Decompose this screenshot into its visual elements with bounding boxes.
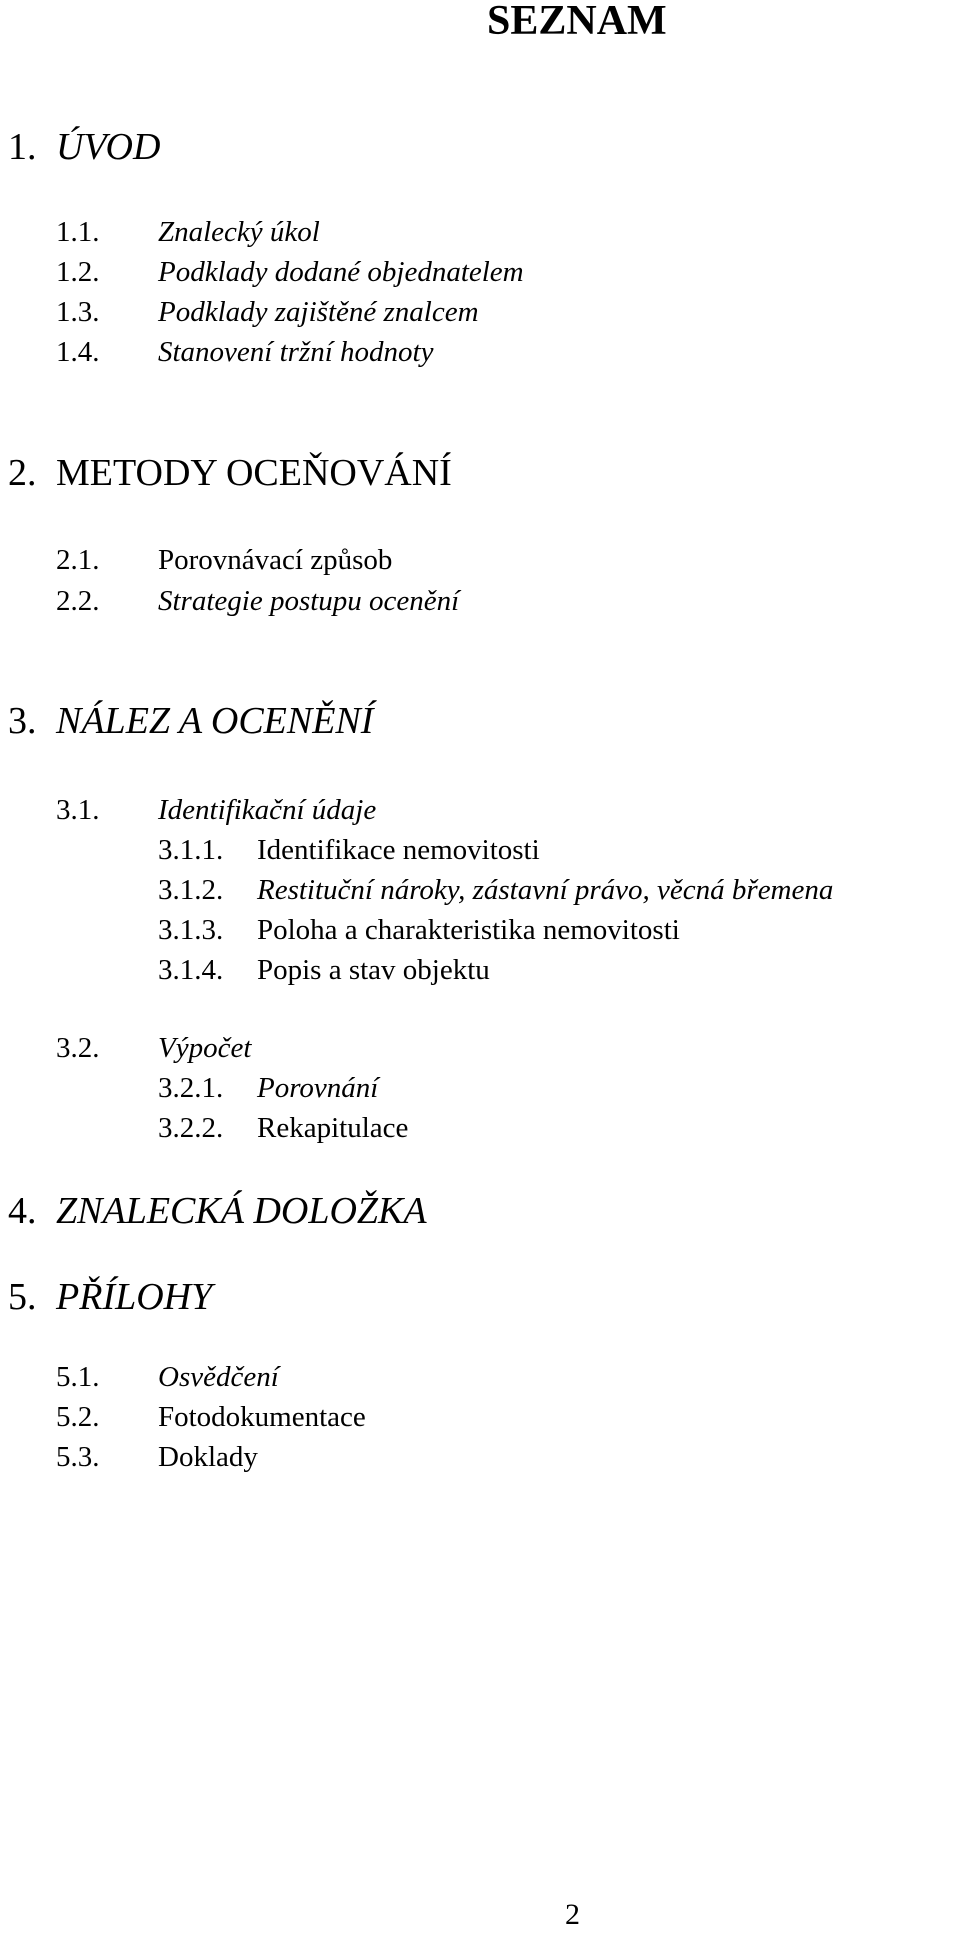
toc-item-2-2 [56,587,100,616]
toc-item-2-1 [56,546,100,575]
toc-section-number: 3. [8,700,37,742]
toc-item-number: 3.2.1. [158,1072,224,1104]
toc-item-3-1 [56,796,100,825]
toc-item-number: 2.1. [56,544,100,576]
toc-item-number: 5.2. [56,1401,100,1433]
toc-item-number: 5.1. [56,1361,100,1393]
toc-item-1-3-label: Podklady zajištěné znalcem [158,296,479,328]
toc-section-label: NÁLEZ A OCENĚNÍ [56,700,374,742]
toc-item-5-3 [56,1443,100,1472]
toc-item-5-1 [56,1363,100,1392]
toc-item-1-2-label: Podklady dodané objednatelem [158,256,524,288]
toc-item-number: 3.1. [56,794,100,826]
toc-item-number: 2.2. [56,585,100,617]
toc-item-3-2-2 [158,1114,223,1143]
toc-item-number: 1.4. [56,336,100,368]
toc-item-number: 3.1.2. [158,874,224,906]
toc-item-number: 3.1.4. [158,954,224,986]
toc-section-number: 4. [8,1190,37,1232]
toc-item-3-1-3 [158,916,223,945]
toc-section-4 [8,1192,427,1230]
toc-item-3-1-4-label: Popis a stav objektu [257,954,490,986]
toc-section-1 [8,128,160,166]
toc-item-number: 3.2. [56,1032,100,1064]
toc-item-number: 3.1.3. [158,914,224,946]
toc-item-3-1-4 [158,956,223,985]
toc-item-5-1-label: Osvědčení [158,1361,279,1393]
toc-item-number: 3.1.1. [158,834,224,866]
toc-item-3-1-2 [158,876,223,905]
toc-item-number: 1.1. [56,216,100,248]
toc-item-number: 1.2. [56,256,100,288]
toc-section-label: METODY OCEŇOVÁNÍ [56,452,452,494]
toc-item-number: 1.3. [56,296,100,328]
toc-section-number: 5. [8,1276,37,1318]
toc-item-3-2-1-label: Porovnání [257,1072,379,1104]
toc-item-2-1-label: Porovnávací způsob [158,544,393,576]
toc-section-label: ÚVOD [56,126,161,168]
toc-item-2-2-label: Strategie postupu ocenění [158,585,460,617]
toc-item-number: 3.2.2. [158,1112,224,1144]
toc-section-2 [8,454,452,492]
toc-item-5-3-label: Doklady [158,1441,258,1473]
toc-item-3-2-1 [158,1074,223,1103]
toc-item-3-1-2-label: Restituční nároky, zástavní právo, věcná břemena [257,874,834,906]
toc-section-5 [8,1278,212,1316]
toc-item-number: 5.3. [56,1441,100,1473]
toc-item-3-2-label: Výpočet [158,1032,252,1064]
toc-section-number: 2. [8,452,37,494]
toc-item-5-2-label: Fotodokumentace [158,1401,366,1433]
toc-section-label: ZNALECKÁ DOLOŽKA [56,1190,427,1232]
toc-item-3-1-label: Identifikační údaje [158,794,377,826]
toc-item-3-1-1-label: Identifikace nemovitosti [257,834,540,866]
toc-item-3-1-3-label: Poloha a charakteristika nemovitosti [257,914,680,946]
toc-item-1-4-label: Stanovení tržní hodnoty [158,336,434,368]
toc-section-label: PŘÍLOHY [56,1276,213,1318]
toc-item-1-1-label: Znalecký úkol [158,216,320,248]
toc-item-1-4 [56,338,100,367]
toc-item-5-2 [56,1403,100,1432]
toc-item-1-1 [56,218,100,247]
document-title: SEZNAM [487,0,667,44]
toc-section-number: 1. [8,126,37,168]
toc-item-3-1-1 [158,836,223,865]
toc-item-1-2 [56,258,100,287]
toc-section-3 [8,702,373,740]
toc-item-3-2-2-label: Rekapitulace [257,1112,409,1144]
page-number: 2 [565,1898,580,1931]
toc-item-3-2 [56,1034,100,1063]
toc-item-1-3 [56,298,100,327]
